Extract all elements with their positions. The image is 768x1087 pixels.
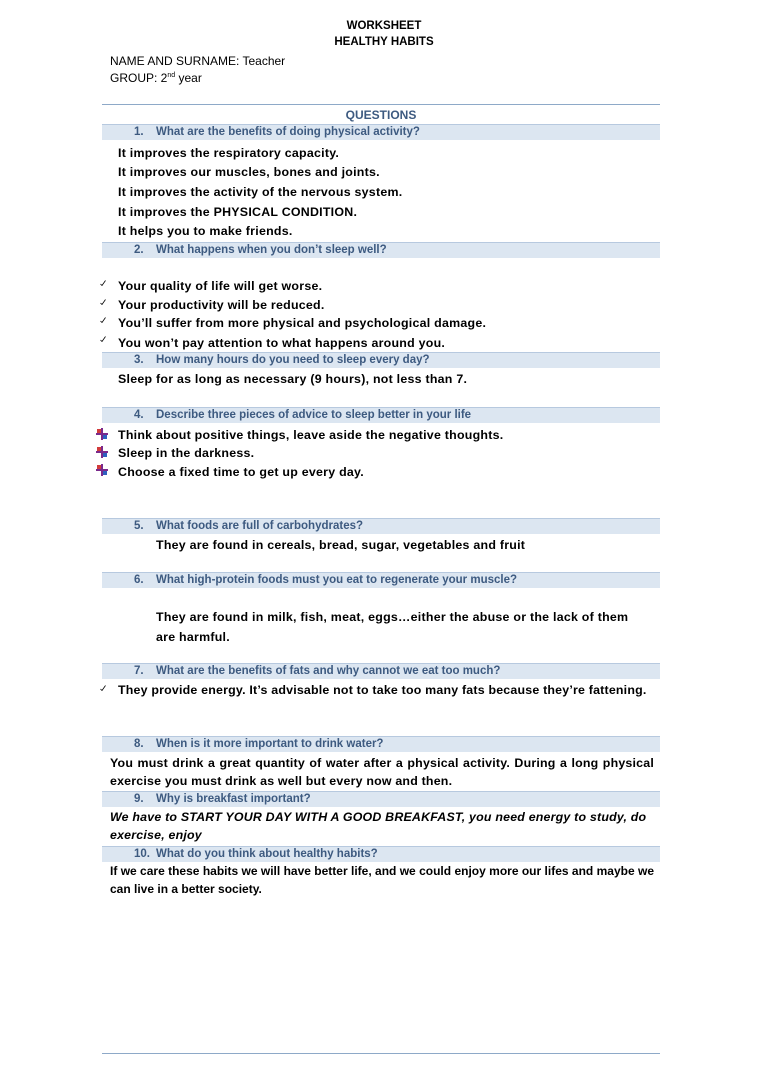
answer-line: It improves our muscles, bones and joints. xyxy=(118,165,380,179)
check-bullet-icon xyxy=(100,299,106,305)
bottom-divider xyxy=(102,1053,660,1054)
answer-paragraph: They provide energy. It’s advisable not to take too many fats because they’re fattening. xyxy=(118,683,647,697)
question-bar xyxy=(102,407,660,423)
answer-line: Your productivity will be reduced. xyxy=(118,298,325,312)
answer-line: Sleep for as long as necessary (9 hours), not less than 7. xyxy=(118,372,468,386)
name-line: NAME AND SURNAME: Teacher xyxy=(110,54,286,68)
answer-paragraph: We have to START YOUR DAY WITH A GOOD BREAKFAST, you need energy to study, do exercise, enjoy xyxy=(110,810,647,842)
question-text: What foods are full of carbohydrates? xyxy=(156,520,364,532)
question-bar xyxy=(102,242,660,258)
question-number: 4. xyxy=(134,409,144,421)
check-bullet-icon xyxy=(100,280,106,286)
question-bar xyxy=(102,572,660,588)
answer-paragraph: You must drink a great quantity of water after a physical activity. During a long physical exercise you must drink as well but every now and then. xyxy=(110,756,654,788)
answer-line: You won’t pay attention to what happens around you. xyxy=(118,336,446,350)
question-number: 5. xyxy=(134,520,144,532)
flag-bullet-icon xyxy=(96,428,108,440)
answer-line: They are found in cereals, bread, sugar, vegetables and fruit xyxy=(156,538,526,552)
question-text: What do you think about healthy habits? xyxy=(156,848,378,860)
questions-heading: QUESTIONS xyxy=(345,108,417,122)
question-number: 6. xyxy=(134,574,144,586)
flag-bullet-icon xyxy=(96,464,108,476)
question-text: What happens when you don’t sleep well? xyxy=(156,244,387,256)
question-bar xyxy=(102,791,660,807)
answer-line: It improves the PHYSICAL CONDITION. xyxy=(118,205,358,219)
answer-line: It helps you to make friends. xyxy=(118,224,293,238)
question-text: How many hours do you need to sleep every day? xyxy=(156,354,430,366)
check-bullet-icon xyxy=(100,685,106,691)
question-bar xyxy=(102,352,660,368)
answer-line: It improves the respiratory capacity. xyxy=(118,146,340,160)
answer-line: are harmful. xyxy=(156,630,230,644)
answer-line: You’ll suffer from more physical and psychological damage. xyxy=(118,316,487,330)
question-bar xyxy=(102,518,660,534)
top-divider xyxy=(102,104,660,105)
question-number: 2. xyxy=(134,244,144,256)
question-bar xyxy=(102,663,660,679)
answer-line: It improves the activity of the nervous system. xyxy=(118,185,403,199)
check-bullet-icon xyxy=(100,317,106,323)
question-bar xyxy=(102,846,660,862)
answer-line: Choose a fixed time to get up every day. xyxy=(118,465,364,479)
question-number: 10. xyxy=(134,848,150,860)
group-line: GROUP: 2nd year xyxy=(110,71,202,85)
worksheet-subtitle: HEALTHY HABITS xyxy=(334,36,434,48)
answer-line: Sleep in the darkness. xyxy=(118,446,255,460)
question-bar xyxy=(102,124,660,140)
question-number: 1. xyxy=(134,126,144,138)
answer-line: Your quality of life will get worse. xyxy=(118,279,323,293)
question-text: What are the benefits of fats and why cannot we eat too much? xyxy=(156,665,501,677)
question-text: Describe three pieces of advice to sleep better in your life xyxy=(156,409,472,421)
check-bullet-icon xyxy=(100,336,106,342)
answer-line: They are found in milk, fish, meat, eggs…either the abuse or the lack of them xyxy=(156,610,629,624)
question-number: 7. xyxy=(134,665,144,677)
question-number: 3. xyxy=(134,354,144,366)
question-bar xyxy=(102,736,660,752)
question-text: What high-protein foods must you eat to regenerate your muscle? xyxy=(156,574,518,586)
answer-line: Think about positive things, leave aside the negative thoughts. xyxy=(118,428,504,442)
question-number: 9. xyxy=(134,793,144,805)
question-text: Why is breakfast important? xyxy=(156,793,311,805)
worksheet-title: WORKSHEET xyxy=(346,20,422,32)
question-number: 8. xyxy=(134,738,144,750)
question-text: When is it more important to drink water? xyxy=(156,738,384,750)
flag-bullet-icon xyxy=(96,446,108,458)
answer-paragraph: If we care these habits we will have better life, and we could enjoy more our lifes and maybe we can live in a better society. xyxy=(110,864,654,896)
question-text: What are the benefits of doing physical activity? xyxy=(156,126,420,138)
